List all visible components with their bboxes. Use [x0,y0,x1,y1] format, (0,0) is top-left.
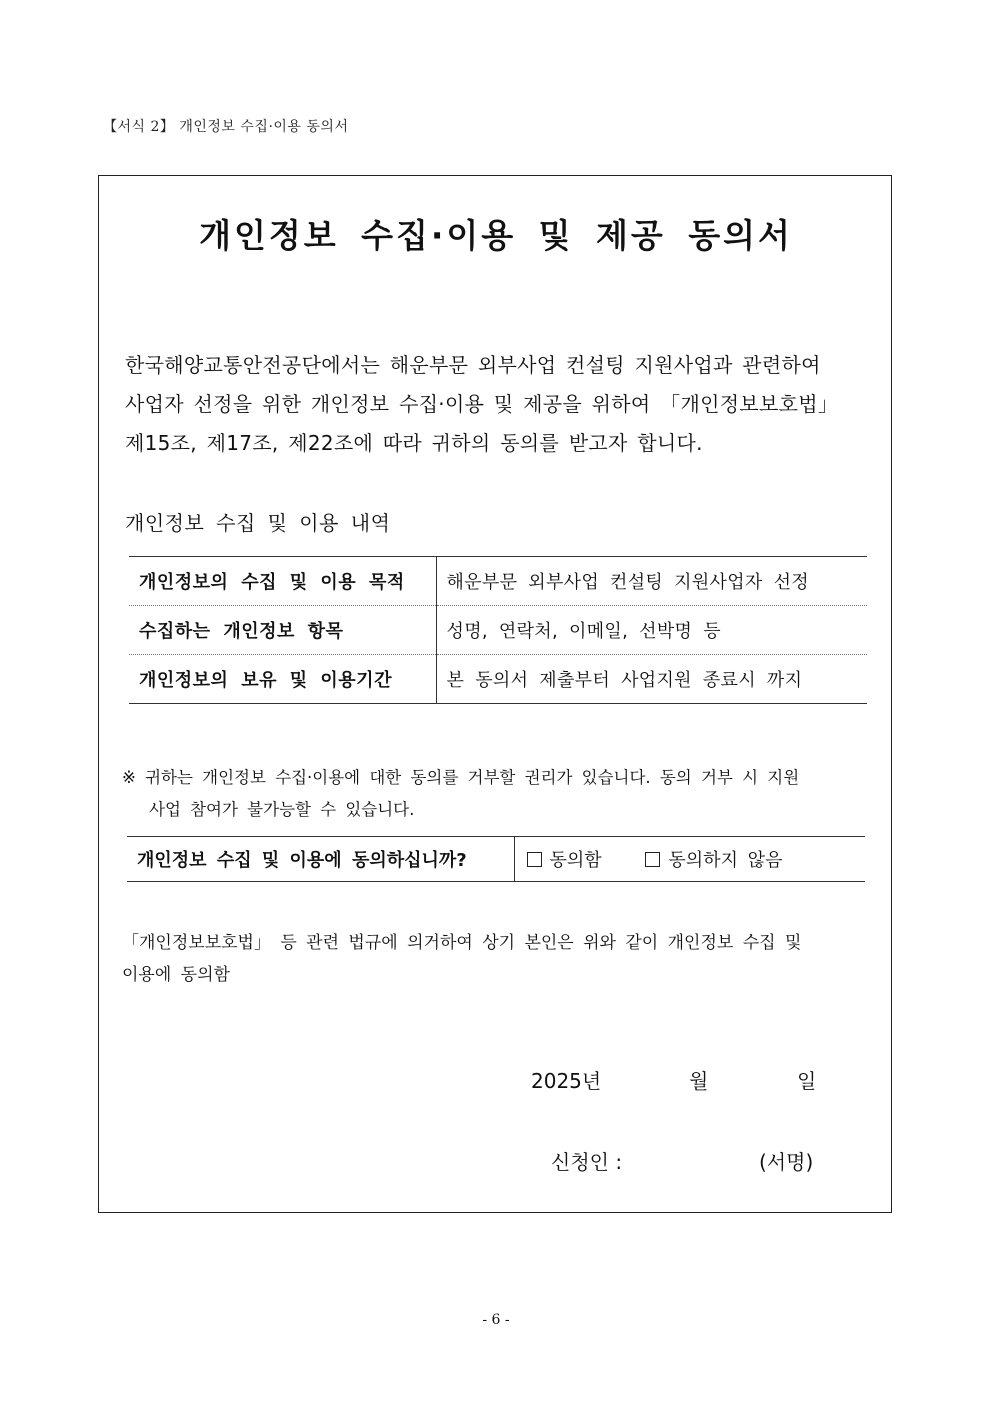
notice-line: 사업 참여가 불가능할 수 있습니다. [149,800,415,819]
law-line: 「개인정보보호법」 등 관련 법규에 의거하여 상기 본인은 위와 같이 개인정보 수집 및 [122,933,802,953]
agree-checkbox[interactable] [527,852,542,867]
law-line: 이용에 동의함 [122,965,230,985]
purpose-label: 개인정보의 수집 및 이용 목적 [129,557,436,606]
notice-line: ※ 귀하는 개인정보 수집·이용에 대한 동의를 거부할 권리가 있습니다. 동의 거부 시 지원 [122,768,800,787]
page-number: - 6 - [482,1312,510,1328]
items-value: 성명, 연락처, 이메일, 선박명 등 [436,606,867,655]
items-label: 수집하는 개인정보 항목 [129,606,436,655]
intro-line: 제15조, 제17조, 제22조에 따라 귀하의 동의를 받고자 합니다. [125,431,703,455]
consent-question: 개인정보 수집 및 이용에 동의하십니까? [127,837,514,882]
table-row [129,606,867,655]
consent-options [514,837,865,882]
info-table [129,556,867,704]
section-heading: 개인정보 수집 및 이용 내역 [125,511,391,535]
agree-label: 동의함 [549,850,602,871]
agree-option[interactable] [525,846,602,872]
table-row [129,557,867,606]
form-label: 【서식 2】 개인정보 수집·이용 동의서 [103,119,349,135]
purpose-value: 해운부문 외부사업 컨설팅 지원사업자 선정 [436,557,867,606]
disagree-label: 동의하지 않음 [668,850,783,871]
intro-paragraph [125,346,875,463]
date-month: 월 [689,1069,709,1093]
signature-field[interactable]: (서명) [759,1150,814,1174]
disagree-checkbox[interactable] [645,852,660,867]
retention-value: 본 동의서 제출부터 사업지원 종료시 까지 [436,655,867,704]
date-year: 2025년 [531,1069,602,1093]
refusal-notice [122,762,882,826]
date-day: 일 [797,1069,817,1093]
retention-label: 개인정보의 보유 및 이용기간 [129,655,436,704]
law-statement [122,927,882,991]
document-title: 개인정보 수집·이용 및 제공 동의서 [199,216,793,255]
intro-line: 한국해양교통안전공단에서는 해운부문 외부사업 컨설팅 지원사업과 관련하여 [125,353,821,377]
intro-line: 사업자 선정을 위한 개인정보 수집·이용 및 제공을 위하여 「개인정보보호법」 [125,392,839,416]
table-row [129,655,867,704]
disagree-option[interactable] [643,846,782,872]
consent-table [127,836,865,882]
applicant-label: 신청인 : [551,1150,623,1174]
table-row [127,837,865,882]
